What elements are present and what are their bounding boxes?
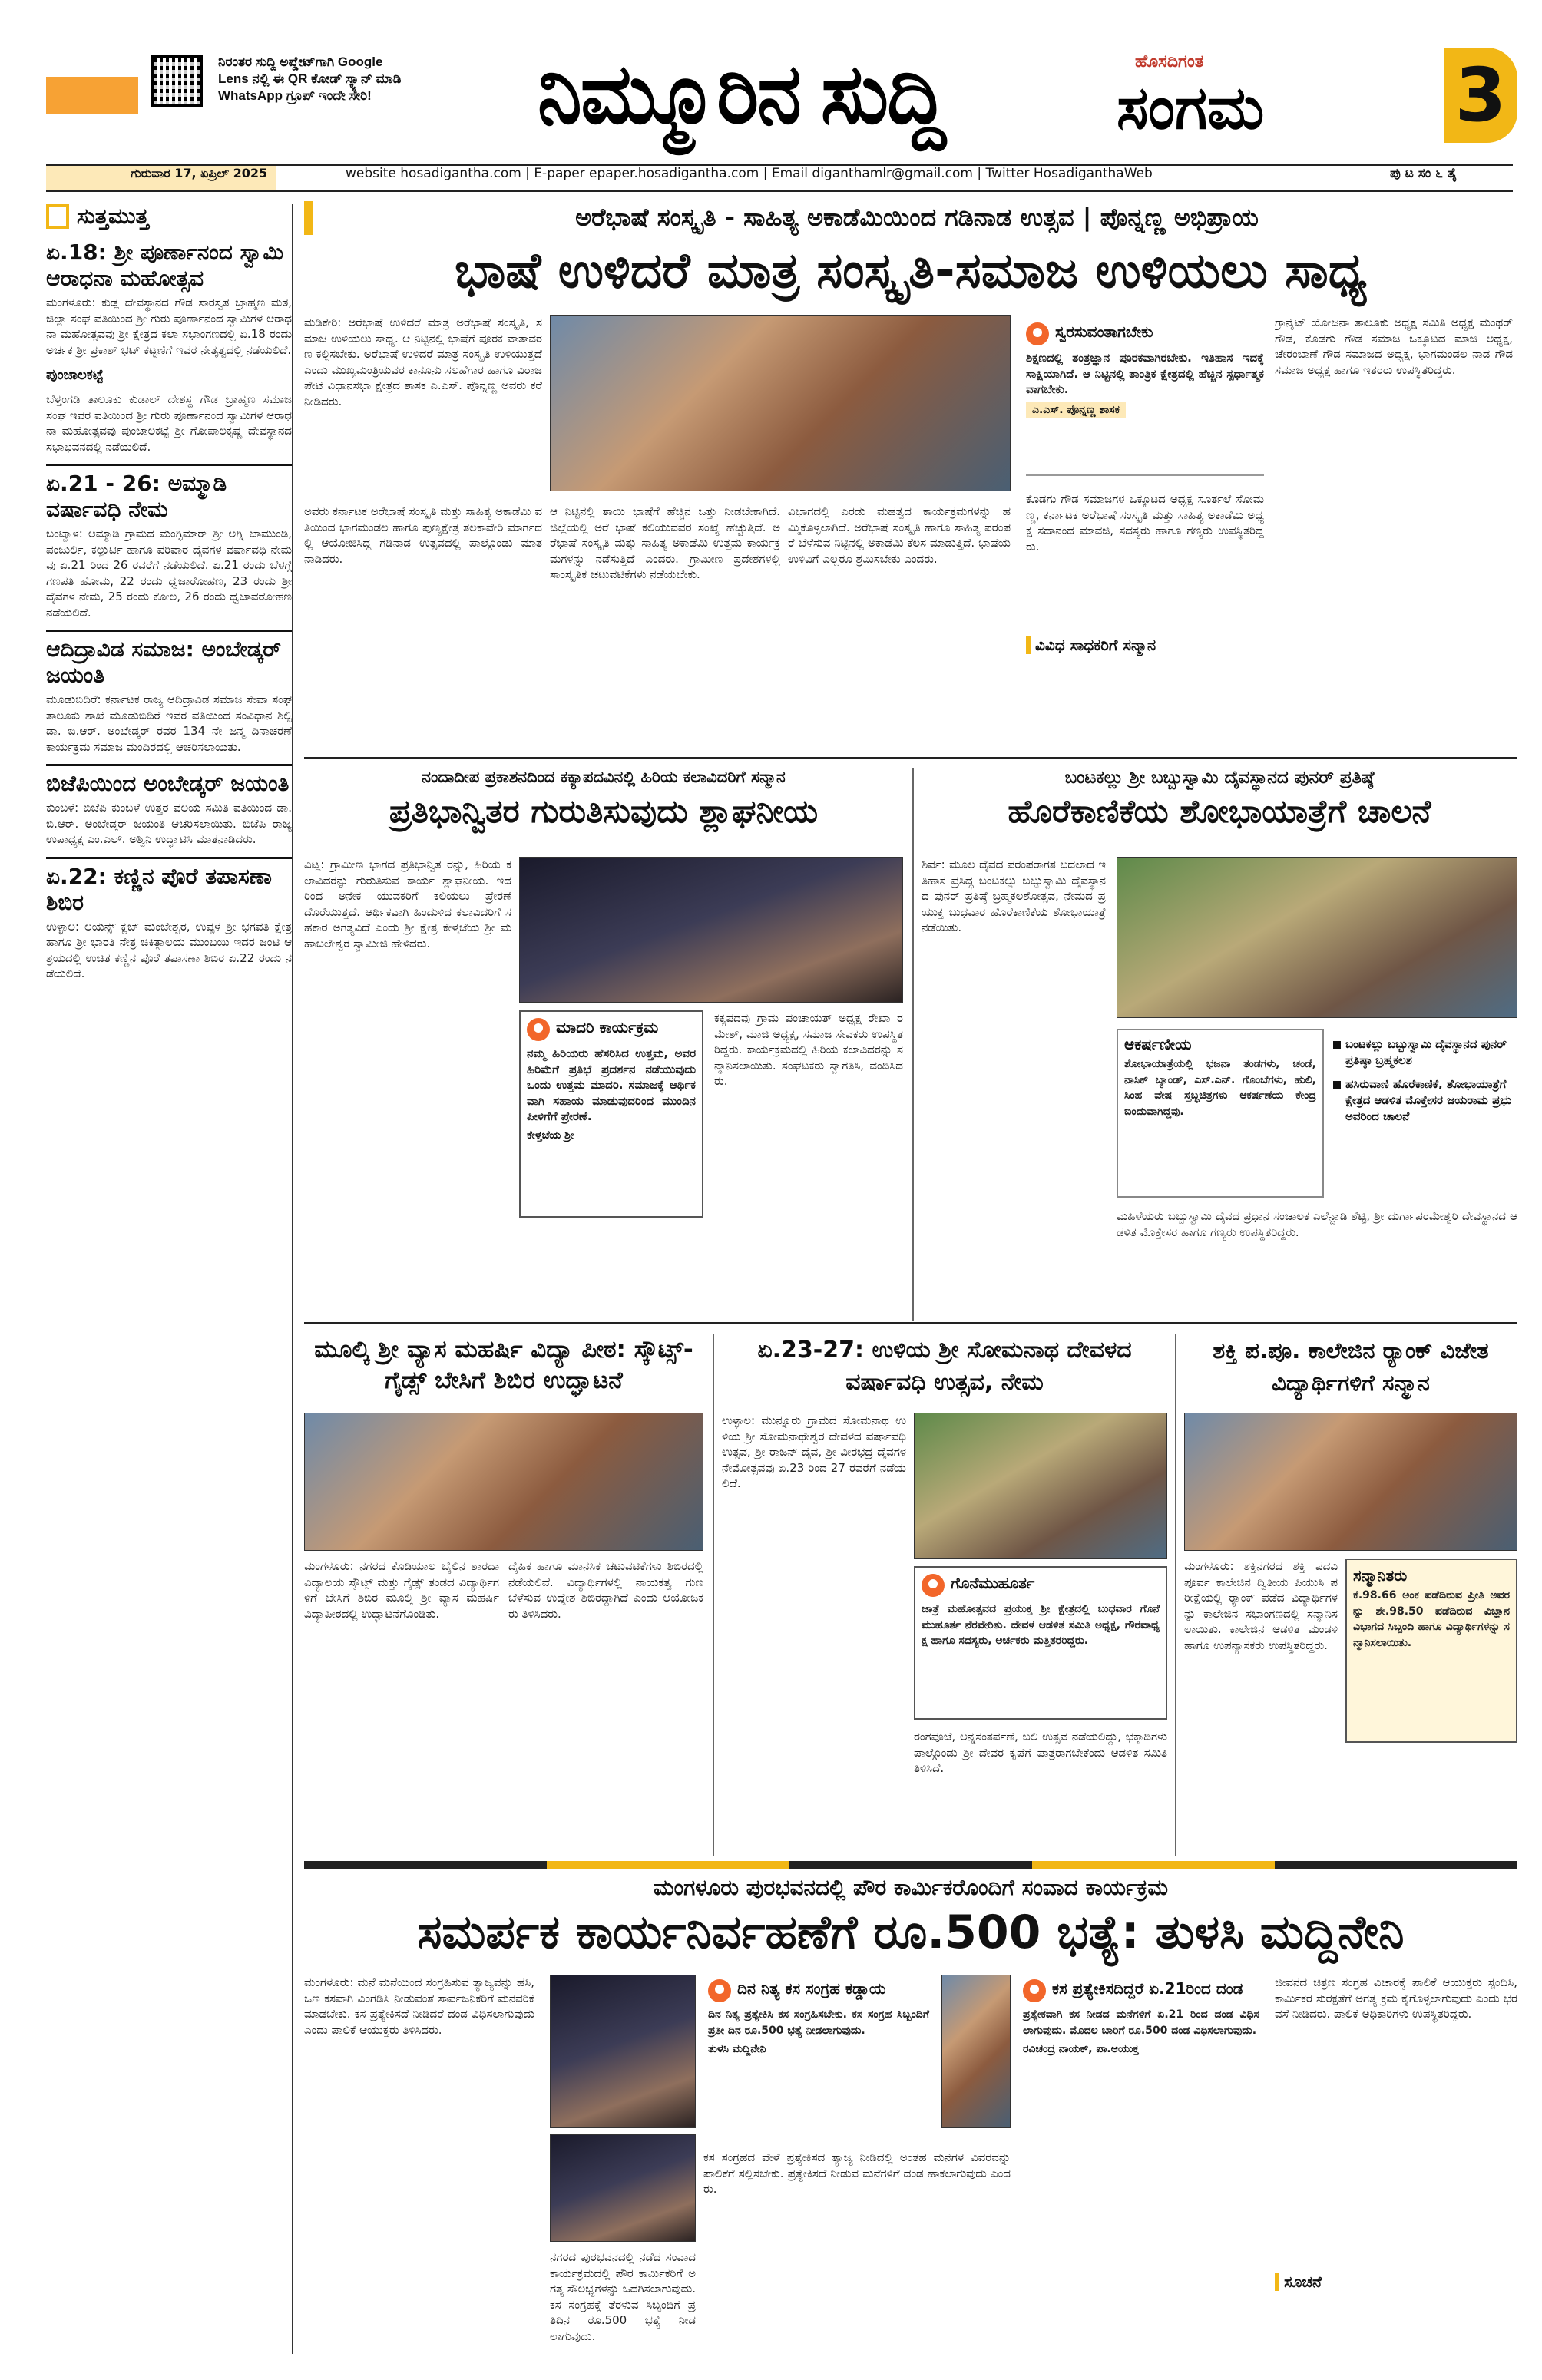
sidebar-item [46, 857, 292, 982]
quote-body: ಶಿಕ್ಷಣದಲ್ಲಿ ತಂತ್ರಜ್ಞಾನ ಪೂರಕವಾಗಿರಬೇಕು. ಇತಿಹಾಸ ಇದಕ್ಕೆ ಸಾಕ್ಷಿಯಾಗಿದೆ. ಆ ನಿಟ್ಟಿನಲ್ಲಿ ತಾಂತ್ರಿಕ ಕ್ಷೇತ್ರದಲ್ಲಿ ಹೆಚ್ಚಿನ ಸ್ಪರ್ಧಾತ್ಮಕವಾಗಬೇಕು. [1026, 351, 1264, 397]
sidebar-item [46, 240, 292, 358]
story4-headline: ಮೂಲ್ಕಿ ಶ್ರೀ ವ್ಯಾಸ ಮಹರ್ಷಿ ವಿದ್ಯಾ ಪೀಠ: ಸ್ಕೌಟ್ಸ್-ಗೈಡ್ಸ್ ಬೇಸಿಗೆ ಶಿಬಿರ ಉದ್ಘಾಟನೆ [314, 1336, 693, 1394]
story6-info-box [1345, 1559, 1517, 1743]
column-rule [1175, 1334, 1176, 1856]
divider [304, 757, 1517, 759]
story7-box-b [1018, 1975, 1264, 2213]
story3-col2: ಮಹಿಳೆಯರು ಬಬ್ಬುಸ್ವಾಮಿ ದೈವದ ಪ್ರಧಾನ ಸಂಚಾಲಕ ಎಲೆನ್ದಾಡಿ ಶೆಟ್ಟಿ, ಶ್ರೀ ದುರ್ಗಾಪರಮೇಶ್ವರಿ ದೇವಸ್ಥಾನದ ಆಡಳಿತ ಮೊಕ್ತೇಸರ ಹಾಗೂ ಗಣ್ಯರು ಉಪಸ್ಥಿತರಿದ್ದರು. [1117, 1209, 1517, 1239]
story7-col4: ಜೀವನದ ಚಿತ್ರಣ ಸಂಗ್ರಹ ವಿಚಾರಕ್ಕೆ ಪಾಲಿಕೆ ಆಯುಕ್ತರು ಸ್ಪಂದಿಸಿ, ಕಾರ್ಮಿಕರ ಸುರಕ್ಷತೆಗೆ ಅಗತ್ಯ ಕ್ರಮ ಕೈಗೊಳ್ಳಲಾಗುವುದು ಎಂದು ಭರವಸೆ ನೀಡಿದರು. ಪಾಲಿಕೆ ಅಧಿಕಾರಿಗಳು ಉಪಸ್ಥಿತರಿದ್ದರು. [1275, 1975, 1517, 2021]
sidebar-title: ಸುತ್ತಮುತ್ತ [77, 203, 149, 229]
story4-col2: ದೈಹಿಕ ಹಾಗೂ ಮಾನಸಿಕ ಚಟುವಟಿಕೆಗಳು ಶಿಬಿರದಲ್ಲಿ ನಡೆಯಲಿವೆ. ವಿದ್ಯಾರ್ಥಿಗಳಲ್ಲಿ ನಾಯಕತ್ವ ಗುಣ ಬೆಳೆಸುವ ಉದ್ದೇಶ ಶಿಬಿರದ್ದಾಗಿದೆ ಎಂದು ಆಯೋಜಕರು ತಿಳಿಸಿದರು. [508, 1559, 703, 1621]
sidebar-item-body: ಮೂಡುಬಿದಿರೆ: ಕರ್ನಾಟಕ ರಾಜ್ಯ ಆದಿದ್ರಾವಿಡ ಸಮಾಜ ಸೇವಾ ಸಂಘ ತಾಲೂಕು ಶಾಖೆ ಮೂಡುಬಿದಿರೆ ಇವರ ವತಿಯಿಂದ ಸಂವಿಧಾನ ಶಿಲ್ಪಿ ಡಾ. ಬಿ.ಆರ್. ಅಂಬೇಡ್ಕರ್ ರವರ 134 ನೇ ಜನ್ಮ ದಿನಾಚರಣೆ ಕಾರ್ಯಕ್ರಮ ಸಮಾಜ ಮಂದಿರದಲ್ಲಿ ಆಚರಿಸಲಾಯಿತು. [46, 693, 292, 754]
story1-quote-box [1026, 322, 1264, 476]
sidebar-item-body: ಮಂಗಳೂರು: ಕುಡ್ಲ ದೇವಸ್ಥಾನದ ಗೌಡ ಸಾರಸ್ವತ ಬ್ರಾಹ್ಮಣ ಮಠ, ಜಿಲ್ಲಾ ಸಂಘ ವತಿಯಿಂದ ಶ್ರೀ ಗುರು ಪೂರ್ಣಾನಂದ ಸ್ವಾಮಿಗಳ ಆರಾಧನಾ ಮಹೋತ್ಸವವು ಶ್ರೀ ಕ್ಷೇತ್ರದ ಕಲಾ ಸಭಾಂಗಣದಲ್ಲಿ ಏ.18 ರಂದು ಅರ್ಚಕ ಶ್ರೀ ಪ್ರಕಾಶ್ ಭಟ್ ಕಟ್ಟಣಿಗೆ ಇವರ ನೇತೃತ್ವದಲ್ಲಿ ನಡೆಯಲಿದೆ. [46, 296, 292, 357]
bullet-text: ಹಸಿರುವಾಣಿ ಹೊರೆಕಾಣಿಕೆ, ಶೋಭಾಯಾತ್ರೆಗೆ ಕ್ಷೇತ್ರದ ಆಡಳಿತ ಮೊಕ್ತೇಸರ ಜಯರಾಮ ಪ್ರಭು ಅವರಿಂದ ಚಾಲನೆ [1345, 1077, 1512, 1123]
story2-info-box [519, 1010, 703, 1218]
story1-col2: ಆ ನಿಟ್ಟಿನಲ್ಲಿ ತಾಯಿ ಭಾಷೆಗೆ ಹೆಚ್ಚಿನ ಒತ್ತು ನೀಡಬೇಕಾಗಿದೆ. ಜಿಲ್ಲೆಯಲ್ಲಿ ಅರೆ ಭಾಷೆ ಕಲಿಯುವವರ ಸಂಖ್ಯೆ ಹೆಚ್ಚುತ್ತಿದೆ. ಅರೆಭಾಷೆ ಸಂಸ್ಕೃತಿ ಮತ್ತು ಸಾಹಿತ್ಯ ಅಕಾಡೆಮಿ ಉತ್ತಮ ಕಾರ್ಯಕ್ರಮಗಳನ್ನು ನಡೆಸುತ್ತಿದೆ ಎಂದರು. ಗ್ರಾಮೀಣ ಪ್ರದೇಶಗಳಲ್ಲಿ ಸಾಂಸ್ಕೃತಿಕ ಚಟುವಟಿಕೆಗಳು ನಡೆಯಬೇಕು. [550, 504, 780, 582]
story7-portrait [941, 1975, 1011, 2128]
box-title-row [527, 1018, 696, 1041]
sidebar-item-heading: ಆದಿದ್ರಾವಿಡ ಸಮಾಜ: ಅಂಬೇಡ್ಕರ್ ಜಯಂತಿ [46, 630, 292, 689]
story7-box-a [703, 1975, 934, 2144]
story3-bullets [1333, 1036, 1517, 1125]
bullet-icon [1333, 1041, 1341, 1049]
sidebar-header [46, 204, 292, 229]
sidebar-item [46, 464, 292, 620]
sidebar-item [46, 764, 292, 848]
box-title-row [1023, 1979, 1259, 2002]
story3-col1: ಶಿರ್ವ: ಮೂಲ ದೈವದ ಪರಂಪರಾಗತ ಬದಲಾದ ಇತಿಹಾಸ ಪ್ರಸಿದ್ಧ ಬಂಟಕಲ್ಲು ಬಬ್ಬುಸ್ವಾಮಿ ದೈವಸ್ಥಾನದ ಪುನರ್ ಪ್ರತಿಷ್ಠೆ ಬ್ರಹ್ಮಕಲಶೋತ್ಸವ, ನೇಮದ ಪ್ರಯುಕ್ತ ಬುಧವಾರ ಹೊರೆಕಾಣಿಕೆಯ ಶೋಭಾಯಾತ್ರೆ ನಡೆಯಿತು. [922, 858, 1106, 935]
contact-links[interactable]: website hosadigantha.com | E-paper epaper.hosadigantha.com | Email diganthamlr@gmail.com | Twitter HosadiganthaWeb [346, 166, 1153, 181]
story3-attraction-box [1117, 1029, 1324, 1198]
story2-kicker: ನಂದಾದೀಪ ಪ್ರಕಾಶನದಿಂದ ಕಕ್ಯಾಪದವಿನಲ್ಲಿ ಹಿರಿಯ ಕಲಾವಿದರಿಗೆ ಸನ್ಮಾನ [422, 768, 786, 786]
story5-photo [914, 1413, 1167, 1559]
story7-col1: ಮಂಗಳೂರು: ಮನೆ ಮನೆಯಿಂದ ಸಂಗ್ರಹಿಸುವ ತ್ಯಾಜ್ಯವನ್ನು ಹಸಿ, ಒಣ ಕಸವಾಗಿ ವಿಂಗಡಿಸಿ ನೀಡುವಂತೆ ಸಾರ್ವಜನಿಕರಿಗೆ ಮನವರಿಕೆ ಮಾಡಬೇಕು. ಕಸ ಪ್ರತ್ಯೇಕಿಸದೆ ನೀಡಿದರೆ ದಂಡ ವಿಧಿಸಲಾಗುವುದು ಎಂದು ಪಾಲಿಕೆ ಆಯುಕ್ತರು ತಿಳಿಸಿದರು. [304, 1975, 534, 2037]
story6-col1: ಮಂಗಳೂರು: ಶಕ್ತಿನಗರದ ಶಕ್ತಿ ಪದವಿ ಪೂರ್ವ ಕಾಲೇಜಿನ ದ್ವಿತೀಯ ಪಿಯುಸಿ ಪರೀಕ್ಷೆಯಲ್ಲಿ ರ‍್ಯಾಂಕ್ ಪಡೆದ ವಿದ್ಯಾರ್ಥಿಗಳನ್ನು ಕಾಲೇಜಿನ ಸಭಾಂಗಣದಲ್ಲಿ ಸನ್ಮಾನಿಸಲಾಯಿತು. ಕಾಲೇಜಿನ ಆಡಳಿತ ಮಂಡಳಿ ಹಾಗೂ ಉಪನ್ಯಾಸಕರು ಉಪಸ್ಥಿತರಿದ್ದರು. [1184, 1559, 1338, 1652]
quote-title-row [1026, 322, 1264, 345]
story6-headline: ಶಕ್ತಿ ಪ.ಪೂ. ಕಾಲೇಜಿನ ರ‍್ಯಾಂಕ್ ವಿಜೇತ ವಿದ್ಯಾರ್ಥಿಗಳಿಗೆ ಸನ್ಮಾನ [1213, 1337, 1489, 1396]
story4-photo [304, 1413, 703, 1551]
story7-col2: ನಗರದ ಪುರಭವನದಲ್ಲಿ ನಡೆದ ಸಂವಾದ ಕಾರ್ಯಕ್ರಮದಲ್ಲಿ ಪೌರ ಕಾರ್ಮಿಕರಿಗೆ ಅಗತ್ಯ ಸೌಲಭ್ಯಗಳನ್ನು ಒದಗಿಸಲಾಗುವುದು. ಕಸ ಸಂಗ್ರಹಕ್ಕೆ ತೆರಳುವ ಸಿಬ್ಬಂದಿಗೆ ಪ್ರತಿದಿನ ರೂ.500 ಭತ್ಯೆ ನೀಡಲಾಗುವುದು. [550, 2250, 696, 2343]
story1-headline: ಭಾಷೆ ಉಳಿದರೆ ಮಾತ್ರ ಸಂಸ್ಕೃತಿ-ಸಮಾಜ ಉಳಿಯಲು ಸಾಧ್ಯ [455, 243, 1367, 299]
story1-col4: ಕೊಡಗು ಗೌಡ ಸಮಾಜಗಳ ಒಕ್ಕೂಟದ ಅಧ್ಯಕ್ಷ ಸೂರ್ತಲೆ ಸೋಮಣ್ಣ, ಕರ್ನಾಟಕ ಅರೆಭಾಷೆ ಸಂಸ್ಕೃತಿ ಮತ್ತು ಸಾಹಿತ್ಯ ಅಕಾಡೆಮಿ ಅಧ್ಯಕ್ಷ ಸದಾನಂದ ಮಾವಜಿ, ಸದಸ್ಯರು ಹಾಗೂ ಗಣ್ಯರು ಉಪಸ್ಥಿತರಿದ್ದರು. [1026, 492, 1264, 554]
column-rule [713, 1334, 714, 1856]
newspaper-section-title: ನಿಮ್ಮೂರಿನ ಸುದ್ದಿ [538, 48, 945, 141]
box-title-row [708, 1979, 929, 2002]
story7-photo-1 [550, 1975, 696, 2128]
attraction-title: ಆಕರ್ಷಣೀಯ [1124, 1035, 1192, 1053]
story2-col2: ಕಕ್ಯಪದವು ಗ್ರಾಮ ಪಂಚಾಯತ್ ಅಧ್ಯಕ್ಷ ರೇಖಾ ರಮೇಶ್, ಮಾಜಿ ಅಧ್ಯಕ್ಷ, ಸಮಾಜ ಸೇವಕರು ಉಪಸ್ಥಿತರಿದ್ದರು. ಕಾರ್ಯಕ್ರಮದಲ್ಲಿ ಹಿರಿಯ ಕಲಾವಿದರನ್ನು ಸನ್ಮಾನಿಸಲಾಯಿತು. ಸಂಘಟಕರು ಸ್ವಾಗತಿಸಿ, ವಂದಿಸಿದರು. [714, 1011, 903, 1089]
box-body: ನಮ್ಮ ಹಿರಿಯರು ಹೆಸರಿಸಿದ ಉತ್ತಮ, ಅವರ ಹಿರಿಮೆಗೆ ಪ್ರತಿಭೆ ಪ್ರದರ್ಶನ ನಡೆಯುವುದು ಒಂದು ಉತ್ತಮ ಮಾದರಿ. ಸಮಾಜಕ್ಕೆ ಆರ್ಥಿಕವಾಗಿ ಸಹಾಯ ಮಾಡುವುದರಿಂದ ಮುಂದಿನ ಪೀಳಿಗೆಗೆ ಪ್ರೇರಣೆ. [527, 1046, 696, 1124]
story5-info-box [914, 1566, 1167, 1720]
qr-code-pattern [154, 58, 200, 104]
highlight-icon [922, 1574, 945, 1597]
sidebar-item [46, 630, 292, 755]
quote-title: ಸ್ವರಸುವಂತಾಗಬೇಕು [1055, 322, 1153, 341]
story3-headline: ಹೊರೆಕಾಣಿಕೆಯ ಶೋಭಾಯಾತ್ರೆಗೆ ಚಾಲನೆ [1008, 792, 1431, 830]
page-number: 3 [1444, 48, 1517, 143]
box-title: ಗೊನೆಮುಹೂರ್ತ [951, 1574, 1035, 1592]
section-name: ಸಂಗಮ [1117, 74, 1265, 143]
sidebar-item-heading: ಏ.22: ಕಣ್ಣಿನ ಪೊರೆ ತಪಾಸಣಾ ಶಿಬಿರ [46, 857, 292, 916]
story7-kicker: ಮಂಗಳೂರು ಪುರಭವನದಲ್ಲಿ ಪೌರ ಕಾರ್ಮಿಕರೊಂದಿಗೆ ಸಂವಾದ ಕಾರ್ಯಕ್ರಮ [654, 1875, 1168, 1900]
box-body: ಪ್ರತ್ಯೇಕವಾಗಿ ಕಸ ನೀಡದ ಮನೆಗಳಿಗೆ ಏ.21 ರಿಂದ ದಂಡ ವಿಧಿಸಲಾಗುವುದು. ಮೊದಲ ಬಾರಿಗೆ ರೂ.500 ದಂಡ ವಿಧಿಸಲಾಗುವುದು. [1023, 2008, 1259, 2037]
bullet-text: ಬಂಟಕಲ್ಲು ಬಬ್ಬುಸ್ವಾಮಿ ದೈವಸ್ಥಾನದ ಪುನರ್ ಪ್ರತಿಷ್ಠಾ ಬ್ರಹ್ಮಕಲಶ [1345, 1037, 1507, 1067]
box-author: ತುಳಸಿ ಮದ್ದಿನೇನಿ [708, 2043, 766, 2056]
story2-col1: ವಿಟ್ಲ: ಗ್ರಾಮೀಣ ಭಾಗದ ಪ್ರತಿಭಾನ್ವಿತ ರನ್ನು, ಹಿರಿಯ ಕಲಾವಿದರನ್ನು ಗುರುತಿಸುವ ಕಾರ್ಯ ಶ್ಲಾಘನೀಯ. ಇದರಿಂದ ಅನೇಕ ಯುವಕರಿಗೆ ಕಲಿಯಲು ಪ್ರೇರಣೆ ದೊರೆಯುತ್ತದೆ. ಆರ್ಥಿಕವಾಗಿ ಹಿಂದುಳಿದ ಕಲಾವಿದರಿಗೆ ಸಹಕಾರ ಅಗತ್ಯವಿದೆ ಎಂದು ಶ್ರೀ ಕ್ಷೇತ್ರ ಕೇಳ್ತಜೆಯ ಶ್ರೀ ಮಹಾಬಲೇಶ್ವರ ಸ್ವಾಮೀಜಿ ಹೇಳಿದರು. [304, 858, 511, 950]
divider [304, 1322, 1517, 1324]
story2-headline: ಪ್ರತಿಭಾನ್ವಿತರ ಗುರುತಿಸುವುದು ಶ್ಲಾಘನೀಯ [389, 792, 819, 830]
story7-subhead: ಸೂಚನೆ [1275, 2273, 1517, 2291]
story5-headline: ಏ.23-27: ಉಳಿಯ ಶ್ರೀ ಸೋಮನಾಥ ದೇವಳದ ವರ್ಷಾವಧಿ ಉತ್ಸವ, ನೇಮ [757, 1337, 1132, 1396]
quote-icon [1026, 322, 1049, 345]
story6-photo [1184, 1413, 1517, 1551]
bullet-icon [1333, 1081, 1341, 1089]
story5-col2: ರಂಗಪೂಜೆ, ಅನ್ನಸಂತರ್ಪಣೆ, ಬಲಿ ಉತ್ಸವ ನಡೆಯಲಿದ್ದು, ಭಕ್ತಾದಿಗಳು ಪಾಲ್ಗೊಂಡು ಶ್ರೀ ದೇವರ ಕೃಪೆಗೆ ಪಾತ್ರರಾಗಬೇಕೆಂದು ಆಡಳಿತ ಸಮಿತಿ ತಿಳಿಸಿದೆ. [914, 1730, 1167, 1776]
sidebar-item-body: ಬೆಳ್ತಂಗಡಿ ತಾಲೂಕು ಕುಡಾಲ್ ದೇಶಸ್ಥ ಗೌಡ ಬ್ರಾಹ್ಮಣ ಸಮಾಜ ಸಂಘ ಇವರ ವತಿಯಿಂದ ಶ್ರೀ ಗುರು ಪೂರ್ಣಾನಂದ ಸ್ವಾಮಿಗಳ ಆರಾಧನಾ ಮಹೋತ್ಸವವು ಪುಂಜಾಲಕಟ್ಟೆ ಶ್ರೀ ಗೋಪಾಲಕೃಷ್ಣ ದೇವಸ್ಥಾನದ ಸಭಾಭವನದಲ್ಲಿ ನಡೆಯಲಿದೆ. [46, 392, 292, 454]
story7-col3: ಕಸ ಸಂಗ್ರಹದ ವೇಳೆ ಪ್ರತ್ಯೇಕಿಸದ ತ್ಯಾಜ್ಯ ನೀಡಿದಲ್ಲಿ ಅಂತಹ ಮನೆಗಳ ವಿವರವನ್ನು ಪಾಲಿಕೆಗೆ ಸಲ್ಲಿಸಬೇಕು. ಪ್ರತ್ಯೇಕಿಸದೆ ನೀಡುವ ಮನೆಗಳಿಗೆ ದಂಡ ಹಾಕಲಾಗುವುದು ಎಂದರು. [703, 2150, 1011, 2197]
highlight-icon [527, 1018, 550, 1041]
section-color-strip [304, 1861, 1517, 1869]
sidebar-item [46, 362, 292, 455]
story1-col1b: ಅವರು ಕರ್ನಾಟಕ ಅರೆಭಾಷೆ ಸಂಸ್ಕೃತಿ ಮತ್ತು ಸಾಹಿತ್ಯ ಅಕಾಡೆಮಿ ವತಿಯಿಂದ ಭಾಗಮಂಡಲ ಹಾಗೂ ಪುಣ್ಯಕ್ಷೇತ್ರ ತಲಕಾವೇರಿ ಮಾರ್ಗದಲ್ಲಿ ಆಯೋಜಿಸಿದ್ದ ಗಡಿನಾಡ ಉತ್ಸವದಲ್ಲಿ ಪಾಲ್ಗೊಂಡು ಮಾತನಾಡಿದರು. [304, 504, 542, 566]
box-body: ಜಾತ್ರೆ ಮಹೋತ್ಸವದ ಪ್ರಯುಕ್ತ ಶ್ರೀ ಕ್ಷೇತ್ರದಲ್ಲಿ ಬುಧವಾರ ಗೊನೆ ಮುಹೂರ್ತ ನೆರವೇರಿತು. ದೇವಳ ಆಡಳಿತ ಸಮಿತಿ ಅಧ್ಯಕ್ಷ, ಗೌರವಾಧ್ಯಕ್ಷ ಹಾಗೂ ಸದಸ್ಯರು, ಅರ್ಚಕರು ಮತ್ತಿತರರಿದ್ದರು. [922, 1603, 1160, 1648]
sidebar-item-body: ಬಂಟ್ವಾಳ: ಅಮ್ಮಾಡಿ ಗ್ರಾಮದ ಮಂಗ್ಳಿಮಾರ್ ಶ್ರೀ ಅಗ್ನಿ ಚಾಮುಂಡಿ, ಪಂಜುರ್ಲಿ, ಕಲ್ಲುರ್ಟಿ ಹಾಗೂ ಪರಿವಾರ ದೈವಗಳ ವರ್ಷಾವಧಿ ನೇಮವು ಏ.21 ರಿಂದ 26 ರವರೆಗೆ ನಡೆಯಲಿದೆ. ಏ.21 ರಂದು ಬೆಳಗ್ಗೆ ಗಣಪತಿ ಹೋಮ, 22 ರಂದು ಧ್ವಜಾರೋಹಣ, 23 ರಂದು ಶ್ರೀ ದೈವಗಳ ನೇಮ, 25 ರಂದು ಕೋಲ, 26 ರಂದು ಧ್ವಜಾವರೋಹಣ ನಡೆಯಲಿದೆ. [46, 527, 292, 620]
story3-kicker: ಬಂಟಕಲ್ಲು ಶ್ರೀ ಬಬ್ಬುಸ್ವಾಮಿ ದೈವಸ್ಥಾನದ ಪುನರ್ ಪ್ರತಿಷ್ಠೆ [1064, 768, 1375, 788]
story1-subhead: ವಿವಿಧ ಸಾಧಕರಿಗೆ ಸನ್ಮಾನ [1026, 636, 1264, 654]
box-title-row [922, 1574, 1160, 1597]
highlight-icon [1023, 1979, 1046, 2002]
box-body: ದಿನ ನಿತ್ಯ ಪ್ರತ್ಯೇಕಿಸಿ ಕಸ ಸಂಗ್ರಹಿಸಬೇಕು. ಕಸ ಸಂಗ್ರಹ ಸಿಬ್ಬಂದಿಗೆ ಪ್ರತೀ ದಿನ ರೂ.500 ಭತ್ಯೆ ನೀಡಲಾಗುವುದು. [708, 2008, 929, 2037]
sidebar-item-heading: ಪುಂಜಾಲಕಟ್ಟೆ [46, 367, 104, 383]
story1-col3: ವಿಭಾಗದಲ್ಲಿ ಎರಡು ಮಹತ್ವದ ಕಾರ್ಯಕ್ರಮಗಳನ್ನು ಹಮ್ಮಿಕೊಳ್ಳಲಾಗಿದೆ. ಅರೆಭಾಷೆ ಸಂಸ್ಕೃತಿ ಹಾಗೂ ಸಾಹಿತ್ಯ ಪರಂಪರೆ ಬೆಳೆಸುವ ನಿಟ್ಟಿನಲ್ಲಿ ಅಕಾಡೆಮಿ ಕೆಲಸ ಮಾಡುತ್ತಿದೆ. ಭಾಷೆಯ ಉಳಿವಿಗೆ ಎಲ್ಲರೂ ಶ್ರಮಿಸಬೇಕು ಎಂದರು. [788, 504, 1011, 566]
masthead [0, 0, 1542, 150]
story2-photo [519, 857, 903, 1003]
box-author: ಕೇಳ್ತಜೆಯ ಶ್ರೀ [527, 1129, 574, 1142]
box-title: ಮಾದರಿ ಕಾರ್ಯಕ್ರಮ [556, 1018, 659, 1036]
story1-col5: ಗ್ರಾನೈಟ್ ಯೋಜನಾ ತಾಲೂಕು ಅಧ್ಯಕ್ಷ ಸಮಿತಿ ಅಧ್ಯಕ್ಷ ಮಂಥರ್ ಗೌಡ, ಕೊಡಗು ಗೌಡ ಸಮಾಜ ಒಕ್ಕೂಟದ ಮಾಜಿ ಅಧ್ಯಕ್ಷ, ಚೇರಂಬಾಣೆ ಗೌಡ ಸಮಾಜದ ಅಧ್ಯಕ್ಷ, ಭಾಗಮಂಡಲ ನಾಡ ಗೌಡ ಸಮಾಜ ಅಧ್ಯಕ್ಷ ಹಾಗೂ ಇತರರು ಉಪಸ್ಥಿತರಿದ್ದರು. [1275, 316, 1513, 377]
story1-kicker: ಅರೆಭಾಷೆ ಸಂಸ್ಕೃತಿ - ಸಾಹಿತ್ಯ ಅಕಾಡೆಮಿಯಿಂದ ಗಡಿನಾಡ ಉತ್ಸವ | ಪೊನ್ನಣ್ಣ ಅಭಿಪ್ರಾಯ [575, 203, 1259, 232]
book-icon [46, 204, 69, 229]
kicker-marker [304, 201, 313, 235]
story7-headline: ಸಮರ್ಪಕ ಕಾರ್ಯನಿರ್ವಹಣೆಗೆ ರೂ.500 ಭತ್ಯೆ: ತುಳಸಿ ಮದ್ದಿನೇನಿ [417, 1906, 1405, 1959]
box-title: ಸನ್ಮಾನಿತರು [1353, 1566, 1408, 1585]
attraction-body: ಶೋಭಾಯಾತ್ರೆಯಲ್ಲಿ ಭಜನಾ ತಂಡಗಳು, ಚಂಡೆ, ನಾಸಿಕ್ ಬ್ಯಾಂಡ್, ಎಸ್.ಎನ್. ಗೊಂಬೆಗಳು, ಹುಲಿ, ಸಿಂಹ ವೇಷ ಸ್ತಬ್ಧಚಿತ್ರಗಳು ಆಕರ್ಷಣೆಯ ಕೇಂದ್ರಬಿಂದುವಾಗಿದ್ದವು. [1124, 1058, 1316, 1118]
story5-col1: ಉಳ್ಳಾಲ: ಮುನ್ನೂರು ಗ್ರಾಮದ ಸೋಮನಾಥ ಉಳಿಯ ಶ್ರೀ ಸೋಮನಾಥೇಶ್ವರ ದೇವಳದ ವರ್ಷಾವಧಿ ಉತ್ಸವ, ಶ್ರೀ ರಾಜನ್ ದೈವ, ಶ್ರೀ ವೀರಭದ್ರ ದೈವಗಳ ನೇಮೋತ್ಸವವು ಏ.23 ರಿಂದ 27 ರವರೆಗೆ ನಡೆಯಲಿದೆ. [722, 1413, 906, 1491]
whatsapp-promo-text: ನಿರಂತರ ಸುದ್ದಿ ಅಪ್ಡೇಟ್‌ಗಾಗಿ Google Lens ನಲ್ಲಿ ಈ QR ಕೋಡ್ ಸ್ಕ್ಯಾನ್ ಮಾಡಿ WhatsApp ಗ್ರೂಪ್ ಇಂದೇ ಸೇರಿ! [218, 55, 402, 103]
sidebar-item-heading: ಬಿಜೆಪಿಯಿಂದ ಅಂಬೇಡ್ಕರ್ ಜಯಂತಿ [46, 764, 292, 797]
edition-date: ಗುರುವಾರ 17, ಏಪ್ರಿಲ್ 2025 [46, 166, 276, 190]
sidebar-item-body: ಉಳ್ಳಾಲ: ಲಯನ್ಸ್ ಕ್ಲಬ್ ಮಂಜೇಶ್ವರ, ಉಪ್ಪಳ ಶ್ರೀ ಭಗವತಿ ಕ್ಷೇತ್ರ ಹಾಗೂ ಶ್ರೀ ಭಾರತಿ ನೇತ್ರ ಚಿಕಿತ್ಸಾಲಯ ಮುಂಬಯಿ ಇದರ ಜಂಟಿ ಆಶ್ರಯದಲ್ಲಿ ಉಚಿತ ಕಣ್ಣಿನ ಪೊರೆ ತಪಾಸಣಾ ಶಿಬಿರ ಏ.22 ರಂದು ನಡೆಯಲಿದೆ. [46, 919, 292, 980]
box-title: ದಿನ ನಿತ್ಯ ಕಸ ಸಂಗ್ರಹ ಕಡ್ಡಾಯ [737, 1979, 886, 1998]
sidebar-column [46, 204, 293, 2354]
story4-col1: ಮಂಗಳೂರು: ನಗರದ ಕೊಡಿಯಾಲ ಬೈಲಿನ ಶಾರದಾ ವಿದ್ಯಾಲಯ ಸ್ಕೌಟ್ಸ್ ಮತ್ತು ಗೈಡ್ಸ್ ತಂಡದ ವಿದ್ಯಾರ್ಥಿಗಳಿಗೆ ಬೇಸಿಗೆ ಶಿಬಿರ ಮೂಲ್ಕಿ ಶ್ರೀ ವ್ಯಾಸ ಮಹರ್ಷಿ ವಿದ್ಯಾಪೀಠದಲ್ಲಿ ಉದ್ಘಾಟನೆಗೊಂಡಿತು. [304, 1559, 499, 1621]
box-title: ಕಸ ಪ್ರತ್ಯೇಕಿಸದಿದ್ದರೆ ಏ.21ರಿಂದ ದಂಡ [1052, 1979, 1243, 1998]
page-code: ಪು ಟ ಸಂ ೬ ತೈ [1390, 166, 1458, 181]
box-body: ಕೆ.98.66 ಅಂಕ ಪಡೆದಿರುವ ಪ್ರೀತಿ ಅವರನ್ನು ಶೇ.98.50 ಪಡೆದಿರುವ ವಿಜ್ಞಾನ ವಿಭಾಗದ ಸಿಬ್ಬಂದಿ ಹಾಗೂ ವಿದ್ಯಾರ್ಥಿಗಳನ್ನು ಸನ್ಮಾನಿಸಲಾಯಿತು. [1353, 1589, 1510, 1649]
promo-swatch [46, 77, 138, 114]
bullet-item [1333, 1076, 1517, 1125]
highlight-icon [708, 1979, 731, 2002]
sidebar-item-heading: ಏ.21 - 26: ಅಮ್ಮಾಡಿ ವರ್ಷಾವಧಿ ನೇಮ [46, 464, 292, 523]
story3-photo [1117, 857, 1517, 1018]
sidebar-item-heading: ಏ.18: ಶ್ರೀ ಪೂರ್ಣಾನಂದ ಸ್ವಾಮಿ ಆರಾಧನಾ ಮಹೋತ್ಸವ [46, 240, 284, 291]
quote-author: ಎ.ಎಸ್. ಪೊನ್ನಣ್ಣ ಶಾಸಕ [1026, 402, 1126, 418]
box-author: ರವಿಚಂದ್ರ ನಾಯಕ್, ಪಾ.ಆಯುಕ್ತ [1023, 2043, 1139, 2056]
bullet-item [1333, 1036, 1517, 1069]
sidebar-item-body: ಕುಂಬಳೆ: ಬಿಜೆಪಿ ಕುಂಬಳೆ ಉತ್ತರ ವಲಯ ಸಮಿತಿ ವತಿಯಿಂದ ಡಾ. ಬಿ.ಆರ್. ಅಂಬೇಡ್ಕರ್ ಜಯಂತಿ ಆಚರಿಸಲಾಯಿತು. ಬಿಜೆಪಿ ರಾಜ್ಯ ಉಪಾಧ್ಯಕ್ಷ ಎಂ.ಎಲ್. ಅಶ್ವಿನಿ ಉದ್ಘಾಟಿಸಿ ಮಾತನಾಡಿದರು. [46, 801, 292, 846]
column-rule [912, 768, 914, 1321]
story7-photo-2 [550, 2134, 696, 2242]
brand-logo: ಹೊಸದಿಗಂತ [1135, 52, 1204, 71]
story1-photo [550, 315, 1011, 491]
story1-col1: ಮಡಿಕೇರಿ: ಅರೆಭಾಷೆ ಉಳಿದರೆ ಮಾತ್ರ ಅರೆಭಾಷೆ ಸಂಸ್ಕೃತಿ, ಸಮಾಜ ಉಳಿಯಲು ಸಾಧ್ಯ. ಆ ನಿಟ್ಟಿನಲ್ಲಿ ಭಾಷೆಗೆ ಪೂರಕ ವಾತಾವರಣ ಕಲ್ಪಿಸಬೇಕು. ಅರೆಭಾಷೆ ಉಳಿದರೆ ಮಾತ್ರ ಸಂಸ್ಕೃತಿ ಉಳಿಯುತ್ತದೆ ಎಂದು ಮುಖ್ಯಮಂತ್ರಿಯವರ ಕಾನೂನು ಸಲಹೆಗಾರ ಹಾಗೂ ವಿರಾಜಪೇಟೆ ವಿಧಾನಸಭಾ ಕ್ಷೇತ್ರದ ಶಾಸಕ ಎ.ಎಸ್. ಪೊನ್ನಣ್ಣ ಅವರು ಕರೆ ನೀಡಿದರು. [304, 316, 542, 408]
